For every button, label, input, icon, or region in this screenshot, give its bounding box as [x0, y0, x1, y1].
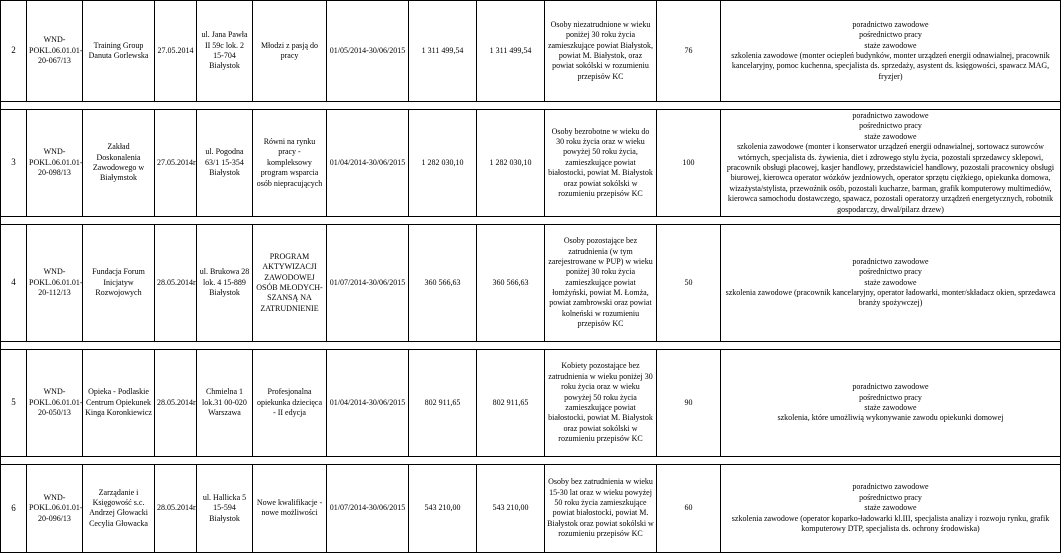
support-forms: [721, 349, 1061, 456]
agreement-date: 28.05.2014r.: [155, 464, 197, 552]
support-form-item: pośrednictwo pracy: [859, 392, 922, 402]
agreement-date: 27.05.2014r.: [155, 110, 197, 217]
application-number: WND-POKL.06.01.01-20-067/13: [27, 1, 83, 102]
application-number: WND-POKL.06.01.01-20-112/13: [27, 224, 83, 341]
target-group: Osoby bezrobotne w wieku do 30 roku życia oraz w wieku powyżej 50 roku życia, zamieszkujące powiat białostocki, powiat M. Białystok oraz powiat sokólski w rozumieniu przepisów KC: [545, 110, 657, 217]
target-group: Osoby pozostające bez zatrudnienia (w tym zarejestrowane w PUP) w wieku poniżej 30 roku życia zamieszkujące powiat łomżyński, powiat M. Łomża, powiat zambrowski oraz powiat kolneński w rozumieniu przepisów KC: [545, 224, 657, 341]
beneficiary: Training Group Danuta Gorlewska: [83, 1, 155, 102]
support-form-item: pośrednictwo pracy: [859, 30, 922, 40]
participants-count: 100: [657, 110, 721, 217]
agreement-date: 28.05.2014r.: [155, 349, 197, 456]
row-gap: [1, 102, 1061, 110]
application-number: WND-POKL.06.01.01-20-098/13: [27, 110, 83, 217]
row-gap: [1, 216, 1061, 224]
support-form-item: poradnictwo zawodowe: [852, 19, 929, 29]
project-period: 01/07/2014-30/06/2015: [327, 464, 409, 552]
project-period: 01/05/2014-30/06/2015: [327, 1, 409, 102]
table-row: [1, 224, 1061, 341]
participants-count: 90: [657, 349, 721, 456]
address: ul. Brukowa 28 lok. 4 15-889 Białystok: [197, 224, 253, 341]
beneficiary: Zarządanie i Księgowość s.c. Andrzej Głowacki Cecylia Głowacka: [83, 464, 155, 552]
row-number: 2: [1, 1, 27, 102]
support-form-item: staże zawodowe: [864, 503, 917, 513]
target-group: Kobiety pozostające bez zatrudnienia w wieku poniżej 30 roku życia oraz w wieku powyżej 50 roku życia zamieszkujące powiat białostocki, powiat M. Białystok oraz powiat sokólski w rozumieniu przepisów KC: [545, 349, 657, 456]
project-value: 360 566,63: [409, 224, 477, 341]
support-form-item: szkolenia zawodowe (monter i konserwator urządzeń energii odnawialnej, sortowacz surowców wtórnych, specjalista ds. żywienia, diet i zdrowego stylu życia, pozostali sprzedawcy sklepowi, pracownik obsługi płacowej, kasjer handlowy, przedstawiciel handlowy, pozostali pracownicy obsługi biurowej, kierowca operator wózków jezdniowych, operator sprzętu ciężkiego, opiekunka domowa, wizażysta/stylista, przewoźnik osób, pozostali kucharze, barman, grafik komputerowy multimediów, kierowca samochodu dostawczego, spawacz, pozostali operatorzy urządzeń energetycznych, robotnik gospodarczy, drwal/pilarz drzew): [726, 142, 1055, 214]
address: Chmielna 1 lok.31 00-020 Warszawa: [197, 349, 253, 456]
agreement-date: 27.05.2014: [155, 1, 197, 102]
agreement-date: 28.05.2014r.: [155, 224, 197, 341]
support-forms: [721, 1, 1061, 102]
support-forms: [721, 110, 1061, 217]
support-form-item: szkolenia zawodowe (monter ociepleń budynków, monter urządzeń energii odnawialnej, pracownik kancelaryjny, pomoc kuchenna, specjalista ds. sprzedaży, asystent ds. księgowości, spawacz MAG, fryzjer): [731, 51, 1050, 81]
project-title: Profesjonalna opiekunka dziecięca - II edycja: [253, 349, 327, 456]
support-form-item: pośrednictwo pracy: [859, 121, 922, 131]
support-form-item: staże zawodowe: [864, 277, 917, 287]
table-row: [1, 1, 1061, 102]
application-number: WND-POKL.06.01.01-20-050/13: [27, 349, 83, 456]
row-number: 4: [1, 224, 27, 341]
support-form-item: szkolenia zawodowe (operator koparko-ładowarki kl.III, specjalista analizy i rozwoju rynku, grafik komputerowy DTP, specjalista ds. ochrony środowiska): [731, 513, 1050, 533]
support-form-item: staże zawodowe: [864, 402, 917, 412]
support-form-item: poradnictwo zawodowe: [852, 256, 929, 266]
row-number: 5: [1, 349, 27, 456]
row-gap: [1, 456, 1061, 464]
beneficiary: Zakład Doskonalenia Zawodowego w Białymstok: [83, 110, 155, 217]
support-forms: [721, 464, 1061, 552]
table-row: [1, 464, 1061, 552]
project-title: Młodzi z pasją do pracy: [253, 1, 327, 102]
project-title: Nowe kwalifikacje - nowe możliwości: [253, 464, 327, 552]
support-form-item: szkolenia zawodowe (pracownik kancelaryjny, operator ładowarki, monter/składacz okien, sprzedawca branży spożywczej): [725, 288, 1056, 308]
project-value: 1 311 499,54: [409, 1, 477, 102]
project-period: 01/04/2014-30/06/2015: [327, 349, 409, 456]
participants-count: 60: [657, 464, 721, 552]
project-title: PROGRAM AKTYWIZACJI ZAWODOWEJ OSÓB MŁODYCH-SZANSĄ NA ZATRUDNIENIE: [253, 224, 327, 341]
row-number: 6: [1, 464, 27, 552]
project-period: 01/07/2014-30/06/2015: [327, 224, 409, 341]
address: ul. Jana Pawła II 59c lok. 2 15-704 Białystok: [197, 1, 253, 102]
support-form-item: pośrednictwo pracy: [859, 267, 922, 277]
row-number: 3: [1, 110, 27, 217]
target-group: Osoby bez zatrudnienia w wieku 15-30 lat oraz w wieku powyżej 50 roku życia zamieszkujące powiat białostocki, powiat M. Białystok oraz powiat sokólski w rozumieniu przepisów KC: [545, 464, 657, 552]
support-form-item: poradnictwo zawodowe: [852, 111, 929, 120]
support-form-item: pośrednictwo pracy: [859, 492, 922, 502]
co-financing: 543 210,00: [477, 464, 545, 552]
project-value: 543 210,00: [409, 464, 477, 552]
participants-count: 76: [657, 1, 721, 102]
support-form-item: szkolenia, które umożliwią wykonywanie zawodu opiekunki domowej: [777, 413, 1004, 423]
project-value: 802 911,65: [409, 349, 477, 456]
address: ul. Hallicka 5 15-594 Białystok: [197, 464, 253, 552]
beneficiary: Opieka - Podlaskie Centrum Opiekunek Kinga Koronkiewicz: [83, 349, 155, 456]
co-financing: 1 311 499,54: [477, 1, 545, 102]
support-form-item: staże zawodowe: [864, 40, 917, 50]
table-row: [1, 349, 1061, 456]
support-form-item: poradnictwo zawodowe: [852, 482, 929, 492]
support-form-item: poradnictwo zawodowe: [852, 382, 929, 392]
beneficiary: Fundacja Forum Inicjatyw Rozwojowych: [83, 224, 155, 341]
table-row: [1, 110, 1061, 217]
project-title: Równi na rynku pracy - kompleksowy program wsparcia osób niepracujących: [253, 110, 327, 217]
project-period: 01/04/2014-30/06/2015: [327, 110, 409, 217]
participants-count: 50: [657, 224, 721, 341]
application-number: WND-POKL.06.01.01-20-096/13: [27, 464, 83, 552]
co-financing: 802 911,65: [477, 349, 545, 456]
row-gap: [1, 341, 1061, 349]
support-form-item: staże zawodowe: [864, 131, 917, 141]
target-group: Osoby niezatrudnione w wieku poniżej 30 roku życia zamieszkujące powiat Białystok, powiat M. Białystok, oraz powiat sokólski w rozumieniu przepisów KC: [545, 1, 657, 102]
co-financing: 360 566,63: [477, 224, 545, 341]
address: ul. Pogodna 63/1 15-354 Białystok: [197, 110, 253, 217]
project-value: 1 282 030,10: [409, 110, 477, 217]
co-financing: 1 282 030,10: [477, 110, 545, 217]
support-forms: [721, 224, 1061, 341]
